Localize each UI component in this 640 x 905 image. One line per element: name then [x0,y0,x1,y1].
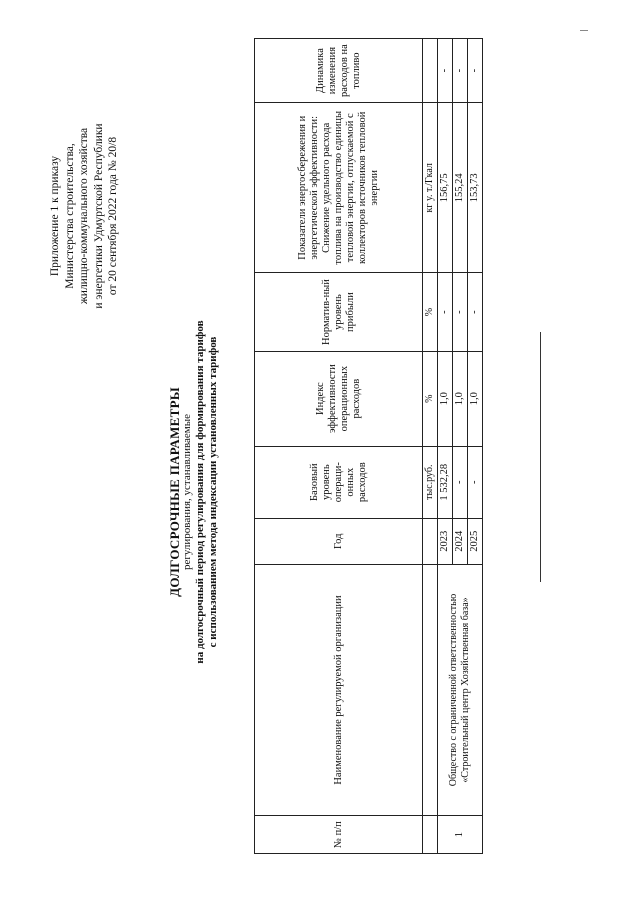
unit-energy-indicators: кг у. т./Гкал [423,103,438,273]
document-heading [168,222,220,762]
heading-line-1: регулирования, устанавливаемые [181,414,193,570]
signature-line [540,332,541,582]
header-efficiency-index: Индекс эффективности операционных расходов [255,351,423,446]
base-opex-cell: 1 532,28 [438,446,453,518]
heading-line-3: с использованием метода индексации установленных тарифов [207,336,219,648]
appendix-line: и энергетики Удмуртской Республики [92,123,105,309]
profit-norm-cell: - [468,273,483,351]
efficiency-index-cell: 1,0 [468,351,483,446]
appendix-line: от 20 сентября 2022 года № 20/8 [107,136,119,296]
unit-empty [423,564,438,816]
base-opex-cell: - [468,446,483,518]
unit-empty [423,816,438,854]
fuel-dynamics-cell: - [453,39,468,103]
appendix-line: Приложение 1 к приказу [49,155,61,277]
energy-indicator-cell: 153,73 [468,103,483,273]
header-profit-norm: Норматив-ный уровень прибыли [255,273,423,351]
heading-line-2: на долгосрочный период регулирования для формирования тарифов [194,320,206,664]
energy-indicator-cell: 156,75 [438,103,453,273]
fuel-dynamics-cell: - [468,39,483,103]
header-year: Год [255,518,423,564]
organization-name-line: «Строительный центр Хозяйственная база» [460,597,471,783]
header-number: № п/п [255,816,423,854]
table-row [438,39,453,854]
appendix-note [48,66,121,366]
unit-profit-norm: % [423,273,438,351]
header-fuel-dynamics: Динамика изменения расходов на топливо [255,39,423,103]
row-number: 1 [438,816,483,854]
header-energy-indicators: Показатели энергосбережения и энергетической эффективности: Снижение удельного расхода топлива на производство единицы тепловой энергии, отпускаемой с коллекторов источников тепловой энергии [255,103,423,273]
base-opex-cell: - [453,446,468,518]
fuel-dynamics-cell: - [438,39,453,103]
profit-norm-cell: - [438,273,453,351]
organization-name [438,564,483,816]
energy-indicator-cell: 155,24 [453,103,468,273]
scan-mark [580,30,588,31]
header-organization-name: Наименование регулируемой организации [255,564,423,816]
appendix-line: Министерства строительства, [63,143,76,289]
document-page [20,22,620,882]
efficiency-index-cell: 1,0 [438,351,453,446]
efficiency-index-cell: 1,0 [453,351,468,446]
profit-norm-cell: - [453,273,468,351]
document-title: ДОЛГОСРОЧНЫЕ ПАРАМЕТРЫ [167,387,182,597]
unit-base-opex: тыс.руб. [423,446,438,518]
year-cell: 2023 [438,518,453,564]
appendix-line: жилищно-коммунального хозяйства [78,127,90,305]
unit-efficiency-index: % [423,351,438,446]
unit-empty [423,518,438,564]
organization-name-line: Общество с ограниченной ответственностью [448,593,459,787]
year-cell: 2024 [453,518,468,564]
unit-fuel-dynamics [423,39,438,103]
header-base-opex: Базовый уровень операци-онных расходов [255,446,423,518]
year-cell: 2025 [468,518,483,564]
parameters-table [254,38,483,854]
